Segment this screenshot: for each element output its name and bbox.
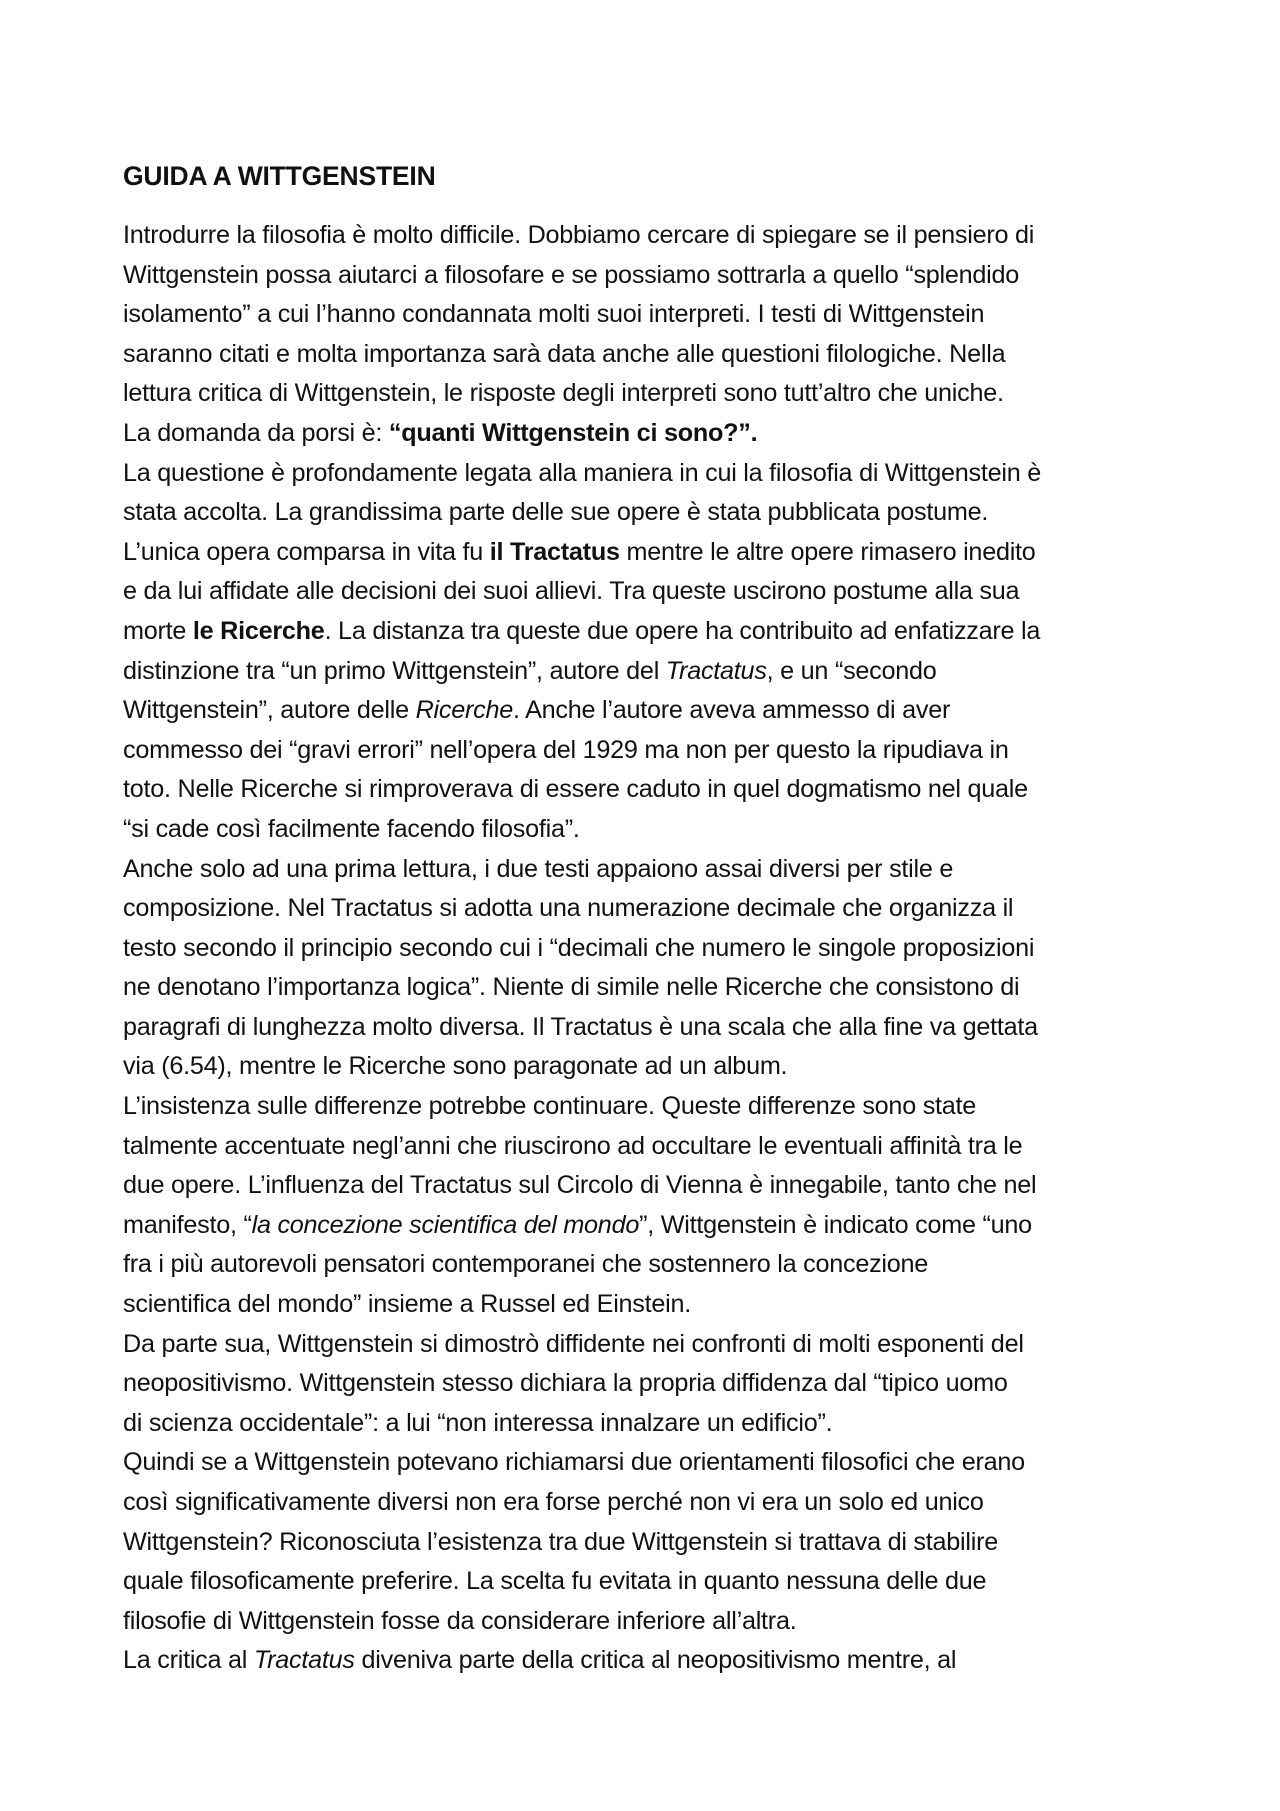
- text-line: [123, 810, 1173, 850]
- italic-text: Tractatus: [665, 656, 767, 685]
- text-segment: distinzione tra “un primo Wittgenstein”, autore del: [123, 656, 666, 685]
- text-line: [123, 1166, 1173, 1206]
- text-segment: diveniva parte della critica al neopositivismo mentre, al: [354, 1646, 957, 1675]
- text-line: [123, 691, 1173, 731]
- text-segment: quale filosoficamente preferire. La scelta fu evitata in quanto nessuna delle due: [123, 1567, 987, 1596]
- text-line: [123, 216, 1173, 256]
- italic-text: Ricerche: [415, 696, 513, 725]
- text-segment: Anche solo ad una prima lettura, i due testi appaiono assai diversi per stile e: [123, 854, 954, 883]
- text-line: [123, 889, 1173, 929]
- text-line: [123, 1641, 1173, 1681]
- text-segment: morte: [123, 616, 193, 645]
- text-line: [123, 1602, 1173, 1642]
- italic-text: Tractatus: [253, 1646, 355, 1675]
- text-segment: La questione è profondamente legata alla maniera in cui la filosofia di Wittgenstein è: [123, 458, 1042, 487]
- text-line: [123, 572, 1173, 612]
- text-segment: talmente accentuate negl’anni che riuscirono ad occultare le eventuali affinità tra le: [123, 1131, 1023, 1160]
- text-segment: manifesto, “: [123, 1210, 252, 1239]
- text-line: [123, 1245, 1173, 1285]
- text-segment: L’unica opera comparsa in vita fu: [123, 537, 490, 566]
- text-segment: “si cade così facilmente facendo filosofia”.: [123, 814, 580, 843]
- text-line: [123, 256, 1173, 296]
- text-line: [123, 770, 1173, 810]
- text-segment: Wittgenstein”, autore delle: [123, 696, 416, 725]
- text-segment: commesso dei “gravi errori” nell’opera del 1929 ma non per questo la ripudiava in: [123, 735, 1009, 764]
- text-line: [123, 968, 1173, 1008]
- text-segment: lettura critica di Wittgenstein, le risposte degli interpreti sono tutt’altro che uniche.: [123, 379, 1004, 408]
- text-line: [123, 850, 1173, 890]
- text-line: [123, 1285, 1173, 1325]
- text-segment: . Anche l’autore aveva ammesso di aver: [513, 696, 951, 725]
- text-line: [123, 1483, 1173, 1523]
- text-segment: paragrafi di lunghezza molto diversa. Il Tractatus è una scala che alla fine va gettata: [123, 1012, 1038, 1041]
- text-line: [123, 1206, 1173, 1246]
- text-segment: fra i più autorevoli pensatori contemporanei che sostennero la concezione: [123, 1250, 929, 1279]
- text-segment: mentre le altre opere rimasero inedito: [619, 537, 1036, 566]
- text-segment: L’insistenza sulle differenze potrebbe continuare. Queste differenze sono state: [123, 1092, 977, 1121]
- bold-text: “quanti Wittgenstein ci sono?”.: [388, 418, 758, 447]
- text-line: [123, 374, 1173, 414]
- text-segment: saranno citati e molta importanza sarà data anche alle questioni filologiche. Nella: [123, 339, 1006, 368]
- text-segment: scientifica del mondo” insieme a Russel ed Einstein.: [123, 1290, 691, 1319]
- text-segment: via (6.54), mentre le Ricerche sono paragonate ad un album.: [123, 1052, 788, 1081]
- text-line: [123, 295, 1173, 335]
- text-line: [123, 1008, 1173, 1048]
- text-line: [123, 612, 1173, 652]
- text-line: [123, 454, 1173, 494]
- document-page: [123, 158, 1173, 1681]
- text-line: [123, 1562, 1173, 1602]
- text-segment: due opere. L’influenza del Tractatus sul Circolo di Vienna è innegabile, tanto che nel: [123, 1171, 1037, 1200]
- document-title: GUIDA A WITTGENSTEIN: [123, 161, 436, 191]
- text-segment: ne denotano l’importanza logica”. Niente di simile nelle Ricerche che consistono di: [123, 973, 1020, 1002]
- text-segment: Wittgenstein? Riconosciuta l’esistenza tra due Wittgenstein si trattava di stabilire: [123, 1527, 998, 1556]
- text-segment: ”, Wittgenstein è indicato come “uno: [639, 1210, 1032, 1239]
- text-segment: di scienza occidentale”: a lui “non interessa innalzare un edificio”.: [123, 1408, 833, 1437]
- document-body: [123, 216, 1173, 1681]
- text-segment: composizione. Nel Tractatus si adotta una numerazione decimale che organizza il: [123, 894, 1014, 923]
- text-line: [123, 493, 1173, 533]
- bold-text: il Tractatus: [489, 537, 620, 566]
- text-segment: . La distanza tra queste due opere ha contribuito ad enfatizzare la: [324, 616, 1041, 645]
- text-line: [123, 414, 1173, 454]
- text-segment: La critica al: [123, 1646, 254, 1675]
- text-line: [123, 335, 1173, 375]
- text-segment: così significativamente diversi non era forse perché non vi era un solo ed unico: [123, 1488, 984, 1516]
- text-line: [123, 1325, 1173, 1365]
- text-line: [123, 1087, 1173, 1127]
- text-line: [123, 1523, 1173, 1563]
- text-line: [123, 1404, 1173, 1444]
- text-line: [123, 1047, 1173, 1087]
- text-segment: La domanda da porsi è:: [123, 418, 389, 447]
- text-line: [123, 533, 1173, 573]
- text-line: [123, 1443, 1173, 1483]
- text-line: [123, 731, 1173, 771]
- text-segment: stata accolta. La grandissima parte delle sue opere è stata pubblicata postume.: [123, 498, 989, 527]
- text-segment: Quindi se a Wittgenstein potevano richiamarsi due orientamenti filosofici che erano: [123, 1448, 1025, 1477]
- text-segment: isolamento” a cui l’hanno condannata molti suoi interpreti. I testi di Wittgenstein: [123, 300, 985, 329]
- text-segment: , e un “secondo: [766, 656, 937, 685]
- text-line: [123, 652, 1173, 692]
- text-line: [123, 1364, 1173, 1404]
- text-segment: toto. Nelle Ricerche si rimproverava di essere caduto in quel dogmatismo nel quale: [123, 775, 1028, 804]
- text-line: [123, 929, 1173, 969]
- text-segment: Introdurre la filosofia è molto difficile. Dobbiamo cercare di spiegare se il pensiero di: [123, 221, 1035, 249]
- bold-text: le Ricerche: [192, 616, 325, 645]
- text-segment: testo secondo il principio secondo cui i “decimali che numero le singole proposizioni: [123, 933, 1035, 962]
- text-line: [123, 1127, 1173, 1167]
- text-segment: Wittgenstein possa aiutarci a filosofare e se possiamo sottrarla a quello “splendido: [123, 260, 1020, 289]
- text-segment: Da parte sua, Wittgenstein si dimostrò diffidente nei confronti di molti esponenti del: [123, 1329, 1024, 1358]
- text-segment: e da lui affidate alle decisioni dei suoi allievi. Tra queste uscirono postume alla sua: [123, 577, 1020, 606]
- text-segment: filosofie di Wittgenstein fosse da considerare inferiore all’altra.: [123, 1606, 797, 1635]
- italic-text: la concezione scientifica del mondo: [251, 1210, 640, 1239]
- text-segment: neopositivismo. Wittgenstein stesso dichiara la propria diffidenza dal “tipico uomo: [123, 1369, 1008, 1398]
